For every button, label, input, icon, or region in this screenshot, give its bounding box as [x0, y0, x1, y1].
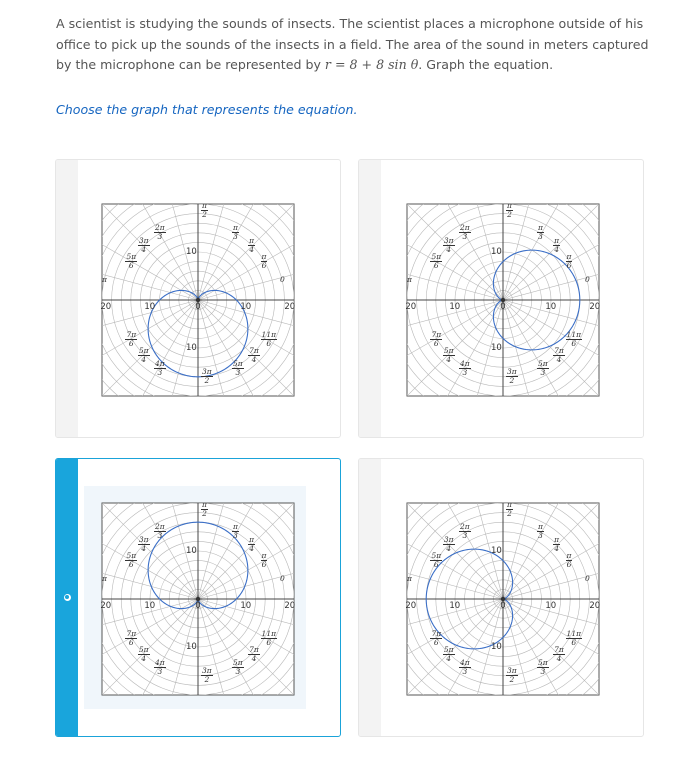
angle-label: $\frac{\pi}{4}$: [249, 235, 255, 254]
r-tick-label: 10: [491, 546, 502, 556]
angle-label: $\frac{3\pi}{2}$: [202, 666, 212, 684]
polar-grid: [405, 202, 601, 398]
r-tick-label: 10: [240, 601, 252, 611]
angle-label: $\frac{5\pi}{3}$: [233, 358, 243, 377]
r-tick-label: 0: [195, 302, 201, 312]
r-tick-label: 10: [545, 601, 557, 611]
r-tick-label: 20: [284, 302, 296, 312]
angle-label: $\frac{\pi}{6}$: [261, 252, 267, 270]
polar-grid: [405, 501, 601, 697]
angle-label: $\frac{5\pi}{4}$: [443, 645, 454, 664]
choice-card-d[interactable]: [358, 458, 644, 737]
angle-label: $\frac{2\pi}{3}$: [460, 223, 470, 242]
angle-label: $\frac{11\pi}{6}$: [566, 629, 582, 647]
r-tick-label: 10: [491, 247, 502, 257]
angle-label: $\frac{5\pi}{4}$: [138, 645, 149, 664]
choice-strip: [359, 459, 381, 736]
r-tick-label: 20: [589, 601, 601, 611]
angle-label: $\frac{4\pi}{3}$: [460, 358, 470, 377]
choice-panel: [78, 160, 340, 437]
polar-graph-c: [100, 501, 296, 697]
angle-label: $\frac{7\pi}{4}$: [249, 346, 259, 365]
angle-label: $\frac{\pi}{3}$: [233, 223, 238, 242]
choice-card-a[interactable]: [55, 159, 341, 438]
question-text: [56, 14, 656, 76]
angle-label: π: [102, 275, 107, 284]
angle-label: 0: [585, 275, 590, 284]
choice-strip: [56, 160, 78, 437]
angle-label: $\frac{\pi}{6}$: [261, 551, 267, 569]
r-tick-label: 10: [545, 302, 557, 312]
r-tick-label: 20: [284, 601, 296, 611]
angle-label: $\frac{7\pi}{6}$: [126, 330, 137, 348]
angle-label: $\frac{5\pi}{3}$: [538, 358, 548, 377]
r-tick-label: 10: [491, 343, 502, 353]
angle-label: $\frac{11\pi}{6}$: [261, 330, 277, 348]
angle-label: $\frac{3\pi}{2}$: [202, 367, 212, 385]
angle-label: $\frac{7\pi}{4}$: [554, 346, 564, 365]
angle-label: $\frac{\pi}{2}$: [202, 201, 207, 219]
angle-label: $\frac{3\pi}{4}$: [443, 534, 454, 553]
r-tick-label: 20: [405, 601, 417, 611]
r-tick-label: 20: [100, 302, 112, 312]
r-tick-label: 10: [144, 601, 156, 611]
angle-label: 0: [280, 275, 285, 284]
r-tick-label: 10: [491, 642, 502, 652]
choice-strip: [359, 160, 381, 437]
r-tick-label: 10: [449, 302, 461, 312]
angle-label: $\frac{7\pi}{6}$: [431, 330, 442, 348]
choice-panel: [84, 486, 306, 709]
polar-graph-a: [100, 202, 296, 398]
angle-label: $\frac{\pi}{4}$: [249, 534, 255, 553]
angle-label: $\frac{5\pi}{3}$: [233, 657, 243, 676]
polar-grid: [100, 501, 296, 697]
angle-label: $\frac{5\pi}{6}$: [126, 252, 137, 270]
angle-label: $\frac{11\pi}{6}$: [566, 330, 582, 348]
angle-label: $\frac{\pi}{2}$: [507, 500, 512, 518]
r-tick-label: 20: [405, 302, 417, 312]
angle-label: $\frac{7\pi}{6}$: [126, 629, 137, 647]
r-tick-label: 0: [195, 601, 201, 611]
question-prompt: Choose the graph that represents the equation.: [56, 102, 358, 117]
angle-label: $\frac{7\pi}{6}$: [431, 629, 442, 647]
angle-label: π: [407, 275, 412, 284]
angle-label: $\frac{\pi}{3}$: [538, 223, 543, 242]
r-tick-label: 20: [100, 601, 112, 611]
angle-label: $\frac{3\pi}{2}$: [507, 367, 517, 385]
question-text-after: . Graph the equation.: [418, 57, 554, 72]
polar-graph-b: [405, 202, 601, 398]
r-tick-label: 10: [186, 247, 197, 257]
polar-graph-d: [405, 501, 601, 697]
r-tick-label: 10: [186, 343, 197, 353]
r-tick-label: 20: [589, 302, 601, 312]
angle-label: $\frac{\pi}{2}$: [202, 500, 207, 518]
angle-label: $\frac{5\pi}{6}$: [431, 252, 442, 270]
angle-label: $\frac{11\pi}{6}$: [261, 629, 277, 647]
r-tick-label: 10: [186, 546, 197, 556]
angle-label: $\frac{2\pi}{3}$: [460, 522, 470, 541]
angle-label: 0: [585, 574, 590, 583]
angle-label: $\frac{\pi}{3}$: [538, 522, 543, 541]
r-tick-label: 10: [186, 642, 197, 652]
angle-label: $\frac{\pi}{6}$: [566, 551, 572, 569]
angle-label: $\frac{\pi}{3}$: [233, 522, 238, 541]
r-tick-label: 10: [240, 302, 252, 312]
angle-label: $\frac{5\pi}{4}$: [138, 346, 149, 365]
angle-label: $\frac{3\pi}{4}$: [138, 235, 149, 254]
angle-label: $\frac{4\pi}{3}$: [155, 657, 165, 676]
angle-label: $\frac{5\pi}{6}$: [126, 551, 137, 569]
angle-label: $\frac{5\pi}{4}$: [443, 346, 454, 365]
choice-panel: [381, 459, 643, 736]
angle-label: $\frac{\pi}{2}$: [507, 201, 512, 219]
angle-label: $\frac{5\pi}{3}$: [538, 657, 548, 676]
r-tick-label: 10: [144, 302, 156, 312]
angle-label: $\frac{5\pi}{6}$: [431, 551, 442, 569]
angle-label: $\frac{4\pi}{3}$: [460, 657, 470, 676]
angle-label: $\frac{3\pi}{2}$: [507, 666, 517, 684]
angle-label: $\frac{4\pi}{3}$: [155, 358, 165, 377]
angle-label: $\frac{2\pi}{3}$: [155, 223, 165, 242]
choice-panel: [381, 160, 643, 437]
angle-label: $\frac{\pi}{6}$: [566, 252, 572, 270]
question-text-before: A scientist is studying the sounds of insects. The scientist places a microphone outside of his office to pick up the sounds of the insects in a field. The area of the sound in meters captured by the microphone can be represented by: [56, 16, 649, 72]
r-tick-label: 0: [500, 601, 506, 611]
choice-card-c[interactable]: [55, 458, 341, 737]
polar-grid: [100, 202, 296, 398]
equation: r = 8 + 8 sin θ: [324, 57, 419, 72]
r-tick-label: 10: [449, 601, 461, 611]
angle-label: $\frac{\pi}{4}$: [554, 235, 560, 254]
angle-label: π: [102, 574, 107, 583]
angle-label: $\frac{7\pi}{4}$: [249, 645, 259, 664]
angle-label: $\frac{7\pi}{4}$: [554, 645, 564, 664]
r-tick-label: 0: [500, 302, 506, 312]
choice-card-b[interactable]: [358, 159, 644, 438]
angle-label: π: [407, 574, 412, 583]
angle-label: $\frac{3\pi}{4}$: [138, 534, 149, 553]
angle-label: 0: [280, 574, 285, 583]
radio-choice-c[interactable]: [60, 590, 74, 604]
angle-label: $\frac{\pi}{4}$: [554, 534, 560, 553]
angle-label: $\frac{3\pi}{4}$: [443, 235, 454, 254]
angle-label: $\frac{2\pi}{3}$: [155, 522, 165, 541]
